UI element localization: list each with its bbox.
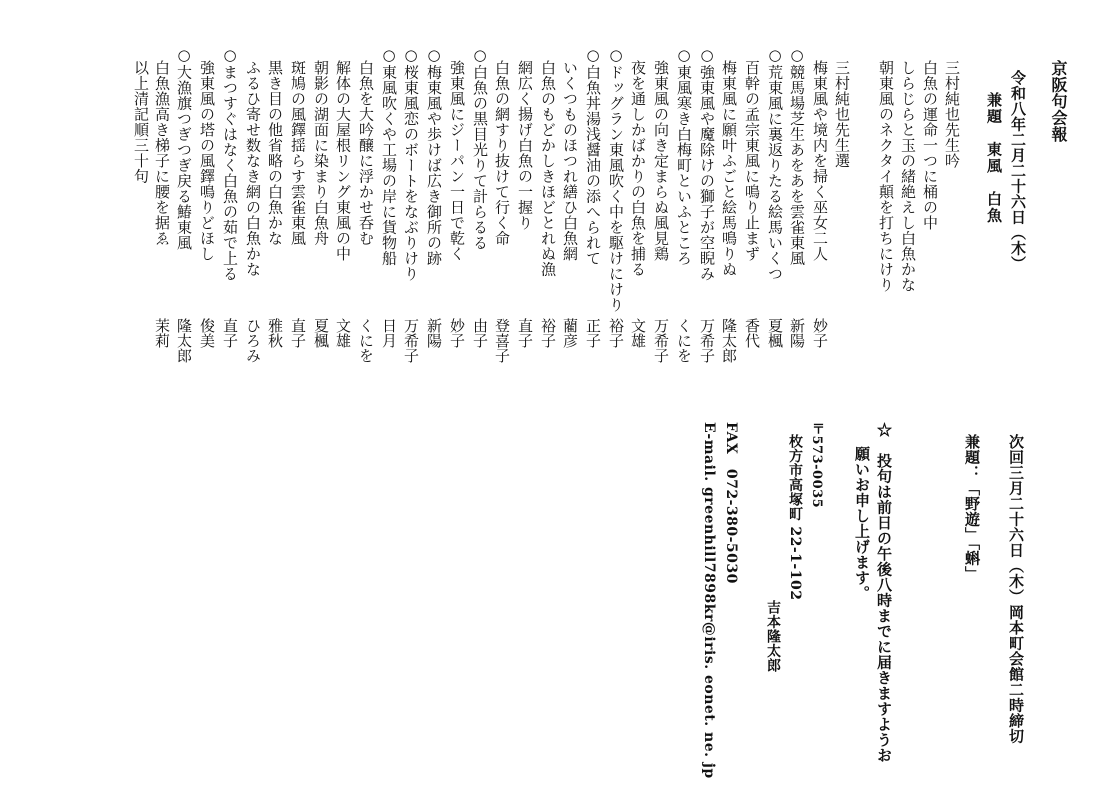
next-theme: 兼題：「野遊」「蝌」 bbox=[963, 434, 981, 582]
poem-text: ○荒東風に裏返りたる絵馬いくつ bbox=[766, 46, 784, 282]
poem-author: 隆太郎 bbox=[175, 318, 193, 363]
poem-text: ○桜東風恋のボートをなぶりけり bbox=[402, 46, 420, 282]
poem-author: 直子 bbox=[516, 318, 534, 348]
poem-author: 文雄 bbox=[334, 318, 352, 348]
poem-author: 夏楓 bbox=[766, 318, 784, 348]
poem-text: ○東風吹くや工場の岸に貨物船 bbox=[380, 46, 398, 266]
poem-text: 白魚の網すり抜けて行く命 bbox=[493, 60, 511, 246]
poem-text: 強東風にジーパン一日で乾く bbox=[448, 60, 466, 262]
poem-author: 夏楓 bbox=[312, 318, 330, 348]
poem-author: 万希子 bbox=[652, 318, 670, 363]
poem-author: 香代 bbox=[743, 318, 761, 348]
poem-count-footer: 以上清記順三十句 bbox=[132, 60, 150, 184]
poem-text: 斑鳩の風鐸揺らす雲雀東風 bbox=[289, 60, 307, 246]
poem-text: 梅東風や境内を掃く巫女二人 bbox=[811, 60, 829, 262]
poem-text: ○まつすぐはなく白魚の茹で上る bbox=[221, 46, 239, 282]
fax-number: FAX 072-380-5030 bbox=[723, 422, 739, 584]
theme-heading: 兼題 東風 白魚 bbox=[985, 92, 1003, 224]
poem-author: ひろみ bbox=[244, 318, 262, 363]
poem-text: 白魚漁高き梯子に腰を据ゑ bbox=[153, 60, 171, 246]
poem-text: 黒き目の他省略の白魚かな bbox=[266, 60, 284, 246]
poem-author: 茉莉 bbox=[153, 318, 171, 348]
poem-text: ふるひ寄せ数なき網の白魚かな bbox=[244, 60, 262, 277]
teacher-poem: しらじらと玉の緒絶えし白魚かな bbox=[899, 60, 917, 293]
poem-author: 隆太郎 bbox=[720, 318, 738, 363]
poem-author: 雅秋 bbox=[266, 318, 284, 348]
poem-author: 日月 bbox=[380, 318, 398, 348]
contact-name: 吉本隆太郎 bbox=[765, 600, 781, 673]
poem-author: くにを bbox=[357, 318, 375, 363]
poem-text: 夜を通しかばかりの白魚を捕る bbox=[629, 60, 647, 277]
poem-text: 百幹の孟宗東風に鳴り止まず bbox=[743, 60, 761, 262]
poem-author: くにを bbox=[675, 318, 693, 363]
poem-text: ○梅東風や歩けば広き御所の跡 bbox=[425, 46, 443, 266]
poem-text: 梅東風に願叶ふごと絵馬鳴りぬ bbox=[720, 60, 738, 277]
teacher-poem: 朝東風のネクタイ顛を打ちにけり bbox=[877, 60, 895, 293]
poem-text: ○大漁旗つぎつぎ戻る鰆東風 bbox=[175, 46, 193, 251]
poem-text: いくつものほつれ繕ひ白魚網 bbox=[561, 60, 579, 262]
postal-code: 〒573-0035 bbox=[809, 422, 824, 509]
poem-author: 直子 bbox=[221, 318, 239, 348]
poem-text: 強東風の向き定まらぬ風見鶏 bbox=[652, 60, 670, 262]
teacher-poems-heading: 三村純也先生吟 bbox=[943, 60, 961, 169]
page-title: 京阪句会報 bbox=[1049, 60, 1068, 143]
teacher-poem: 白魚の運命一つに桶の中 bbox=[921, 60, 939, 231]
poem-text: ○ドッグラン東風吹く中を駆けにけり bbox=[607, 46, 625, 313]
poem-author: 妙子 bbox=[448, 318, 466, 348]
issue-date: 令和八年二月二十六日（木） bbox=[1009, 70, 1027, 272]
selection-heading: 三村純也先生選 bbox=[833, 60, 851, 169]
poem-author: 俊美 bbox=[198, 318, 216, 348]
poem-text: 白魚のもどかしきほどとれぬ漁 bbox=[539, 60, 557, 277]
poem-author: 文雄 bbox=[629, 318, 647, 348]
poem-author: 新陽 bbox=[788, 318, 806, 348]
poem-text: 白魚を大吟醸に浮かせ呑む bbox=[357, 60, 375, 246]
poem-text: 網広く揚げ白魚の一握り bbox=[516, 60, 534, 231]
poem-text: 強東風の塔の風鐸鳴りどほし bbox=[198, 60, 216, 262]
poem-author: 登喜子 bbox=[493, 318, 511, 363]
poem-text: ○東風寒き白梅町といふところ bbox=[675, 46, 693, 266]
submission-notice: ☆ 投句は前日の午後八時までに届きますようお bbox=[875, 422, 893, 763]
email-address: E-mail. greenhill7898kr@iris. eonet. ne. jp bbox=[701, 422, 717, 779]
poem-text: 朝影の湖面に染まり白魚舟 bbox=[312, 60, 330, 246]
poem-author: 正子 bbox=[584, 318, 602, 348]
poem-text: ○白魚の黒目光りて計らるる bbox=[471, 46, 489, 251]
poem-text: ○競馬場芝生あをあを雲雀東風 bbox=[788, 46, 806, 266]
poem-author: 新陽 bbox=[425, 318, 443, 348]
poem-author: 直子 bbox=[289, 318, 307, 348]
poem-author: 万希子 bbox=[402, 318, 420, 363]
address: 枚方市高塚町 22-1-102 bbox=[787, 434, 803, 601]
poem-author: 妙子 bbox=[811, 318, 829, 348]
poem-author: 藺彦 bbox=[561, 318, 579, 348]
poem-author: 裕子 bbox=[539, 318, 557, 348]
poem-text: ○白魚丼湯浅醤油の添へられて bbox=[584, 46, 602, 266]
poem-author: 万希子 bbox=[698, 318, 716, 363]
next-meeting-notice: 次回三月二十六日（木）岡本町会館二時締切 bbox=[1007, 434, 1025, 744]
poem-author: 由子 bbox=[471, 318, 489, 348]
poem-text: 解体の大屋根リング東風の中 bbox=[334, 60, 352, 262]
poem-author: 裕子 bbox=[607, 318, 625, 348]
submission-notice-cont: 願いお申し上げます。 bbox=[853, 446, 871, 601]
poem-text: ○強東風や魔除けの獅子が空睨み bbox=[698, 46, 716, 282]
